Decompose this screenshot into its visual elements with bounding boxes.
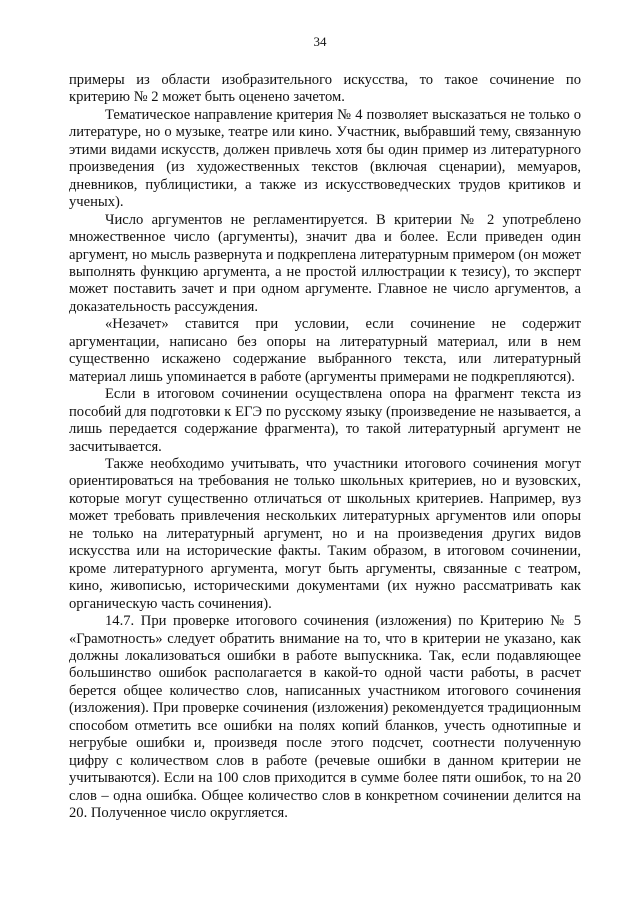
paragraph-university-criteria: Также необходимо учитывать, что участники итогового сочинения могут ориентироваться на требования не только школьных критериев, но и вузовских, которые могут существенно отличаться от школьных критериев. Например, вуз может требовать привлечения нескольких литературных аргументов или опоры не только на литературный аргумент, но и на произведения других видов искусства или на исторические факты. Таким образом, в итоговом сочинении, кроме литературного аргумента, могут быть аргументы, связанные с театром, кино, живописью, историческими документами (их нужно рассматривать как органическую часть сочинения). bbox=[69, 455, 581, 612]
paragraph-criterion-5-literacy: 14.7. При проверке итогового сочинения (изложения) по Критерию № 5 «Грамотность» следует обратить внимание на то, что в критерии не указано, как должны локализоваться ошибки в работе выпускника. Так, если подавляющее большинство ошибок располагается в какой-то одной части работы, в расчет берется общее количество слов, написанных участником итогового сочинения (изложения). При проверке сочинения (изложения) рекомендуется традиционным способом отметить все ошибки на полях копий бланков, учесть однотипные и негрубые ошибки и, произведя после этого подсчет, соотнести полученную цифру с количеством слов в работе (речевые ошибки в данном критерии не учитываются). Если на 100 слов приходится в сумме более пяти ошибок, то на 20 слов – одна ошибка. Общее количество слов в конкретном сочинении делится на 20. Полученное число округляется. bbox=[69, 613, 581, 822]
paragraph-fail-conditions: «Незачет» ставится при условии, если сочинение не содержит аргументации, написано без опоры на литературный материал, или в нем существенно искажено содержание выбранного текста, или литературный материал лишь упоминается в работе (аргументы примерами не подкрепляются). bbox=[69, 316, 581, 385]
paragraph-continuation: примеры из области изобразительного искусства, то такое сочинение по критерию № 2 может быть оценено зачетом. bbox=[69, 72, 581, 106]
paragraph-criterion-4: Тематическое направление критерия № 4 позволяет высказаться не только о литературе, но о музыке, театре или кино. Участник, выбравший тему, связанную этими видами искусств, должен привлечь хотя бы один пример из литературного произведения (из художественных текстов (включая сценарии), мемуаров, дневников, публицистики, а также из искусствоведческих трудов критиков и ученых). bbox=[69, 106, 581, 211]
paragraph-argument-count: Число аргументов не регламентируется. В критерии № 2 употреблено множественное число (аргументы), значит два и более. Если приведен один аргумент, но мысль развернута и подкреплена литературным примером (он может выполнять функцию аргумента, а не простой иллюстрации к тезису), то эксперт может поставить зачет и при одном аргументе. Главное не число аргументов, а доказательность рассуждения. bbox=[69, 211, 581, 315]
document-body bbox=[69, 72, 581, 822]
paragraph-ege-fragment: Если в итоговом сочинении осуществлена опора на фрагмент текста из пособий для подготовки к ЕГЭ по русскому языку (произведение не называется, а лишь передается содержание фрагмента), то такой литературный аргумент не засчитывается. bbox=[69, 386, 581, 455]
page-number: 34 bbox=[313, 34, 327, 49]
